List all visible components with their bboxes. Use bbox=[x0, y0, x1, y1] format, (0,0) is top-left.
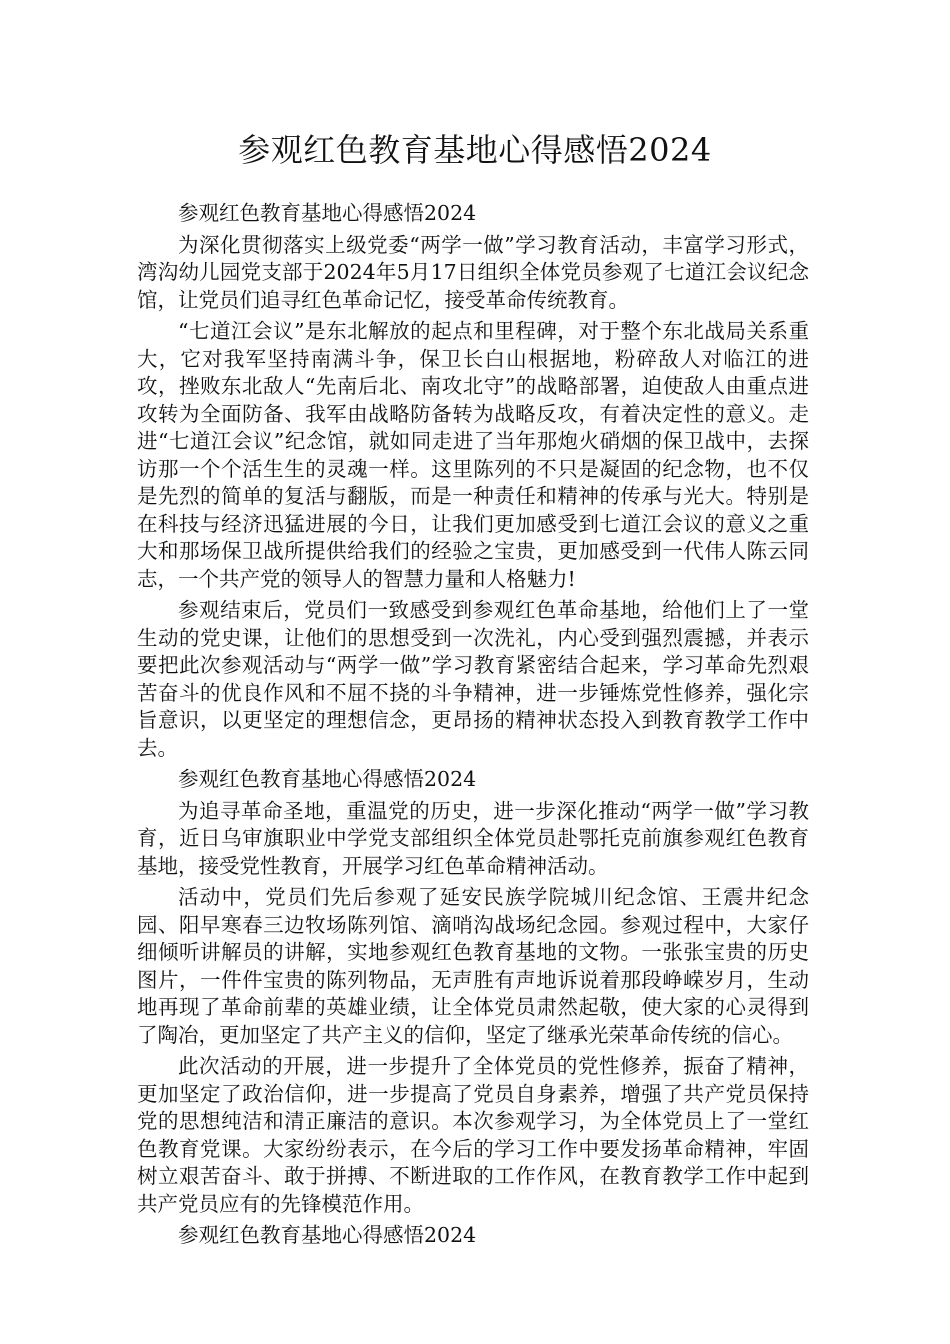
section-heading: 参观红色教育基地心得感悟2024 bbox=[178, 201, 477, 225]
section-heading: 参观红色教育基地心得感悟2024 bbox=[178, 1223, 477, 1247]
paragraph: “七道江会议”是东北解放的起点和里程碑，对于整个东北战局关系重大，它对我军坚持南满斗争，保卫长白山根据地，粉碎敌人对临江的进攻，挫败东北敌人“先南后北、南攻北守”的战略部署，迫使敌人由重点进攻转为全面防备、我军由战略防备转为战略反攻，有着决定性的意义。走进“七道江会议”纪念馆，就如同走进了当年那炮火硝烟的保卫战中，去探访那一个个活生生的灵魂一样。这里陈列的不只是凝固的纪念物，也不仅是先烈的简单的复活与翻版，而是一种责任和精神的传承与光大。特别是在科技与经济迅猛进展的今日，让我们更加感受到七道江会议的意义之重大和那场保卫战所提供给我们的经验之宝贵，更加感受到一代伟人陈云同志，一个共产党的领导人的智慧力量和人格魅力! bbox=[137, 319, 809, 591]
paragraph: 为深化贯彻落实上级党委“两学一做”学习教育活动，丰富学习形式，湾沟幼儿园党支部于2024年5月17日组织全体党员参观了七道江会议纪念馆，让党员们追寻红色革命记忆，接受革命传统教育。 bbox=[137, 232, 809, 312]
section-heading: 参观红色教育基地心得感悟2024 bbox=[178, 767, 477, 791]
paragraph: 为追寻革命圣地，重温党的历史，进一步深化推动“两学一做”学习教育，近日乌审旗职业中学党支部组织全体党员赴鄂托克前旗参观红色教育基地，接受党性教育，开展学习红色革命精神活动。 bbox=[137, 798, 809, 878]
document-body bbox=[137, 200, 809, 1250]
paragraph: 参观结束后，党员们一致感受到参观红色革命基地，给他们上了一堂生动的党史课，让他们的思想受到一次洗礼，内心受到强烈震撼，并表示要把此次参观活动与“两学一做”学习教育紧密结合起来，学习革命先烈艰苦奋斗的优良作风和不屈不挠的斗争精神，进一步锤炼党性修养，强化宗旨意识，以更坚定的理想信念，更昂扬的精神状态投入到教育教学工作中去。 bbox=[137, 598, 809, 760]
paragraph: 此次活动的开展，进一步提升了全体党员的党性修养，振奋了精神，更加坚定了政治信仰，进一步提高了党员自身素养，增强了共产党员保持党的思想纯洁和清正廉洁的意识。本次参观学习，为全体党员上了一堂红色教育党课。大家纷纷表示，在今后的学习工作中要发扬革命精神，牢固树立艰苦奋斗、敢于拼搏、不断进取的工作作风，在教育教学工作中起到共产党员应有的先锋模范作用。 bbox=[137, 1054, 809, 1216]
paragraph: 活动中，党员们先后参观了延安民族学院城川纪念馆、王震井纪念园、阳早寒春三边牧场陈列馆、滴哨沟战场纪念园。参观过程中，大家仔细倾听讲解员的讲解，实地参观红色教育基地的文物。一张张宝贵的历史图片，一件件宝贵的陈列物品，无声胜有声地诉说着那段峥嵘岁月，生动地再现了革命前辈的英雄业绩，让全体党员肃然起敬，使大家的心灵得到了陶冶，更加坚定了共产主义的信仰，坚定了继承光荣革命传统的信心。 bbox=[137, 885, 809, 1047]
document-title: 参观红色教育基地心得感悟2024 bbox=[238, 131, 712, 169]
